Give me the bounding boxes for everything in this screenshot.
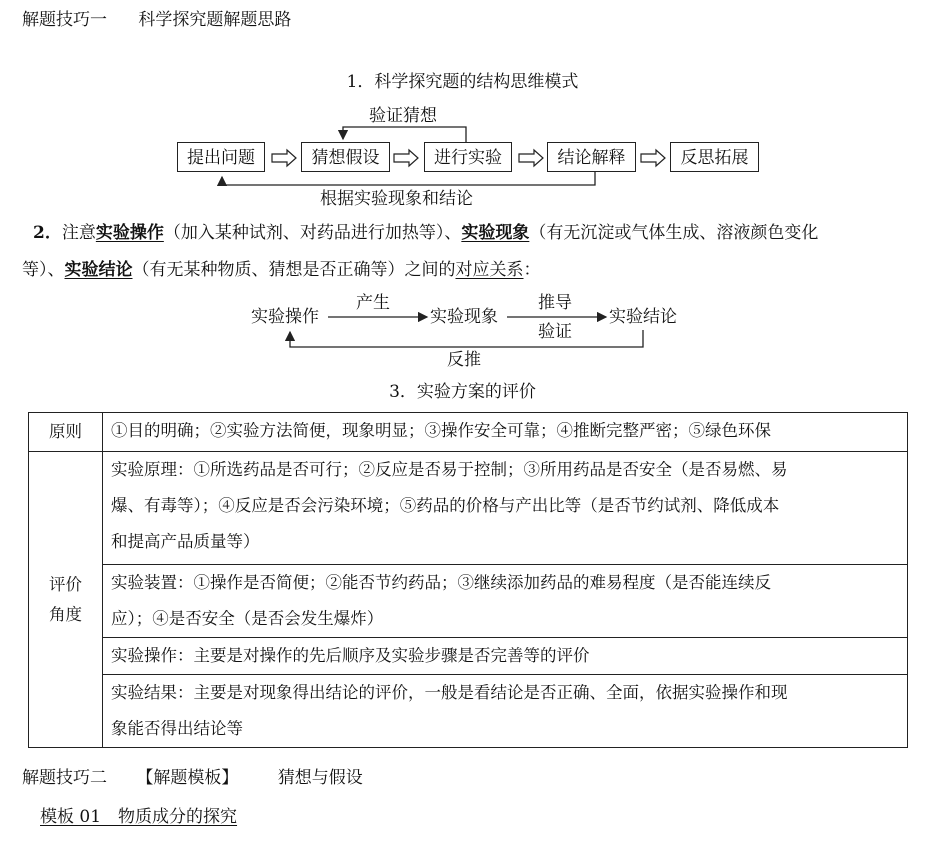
table-row [29, 565, 908, 638]
step-experiment: 进行实验 [424, 142, 512, 172]
evaluation-table [28, 412, 908, 748]
skill-number: 解题技巧一 [22, 10, 107, 30]
section2-text-c: （有无沉淀或气体生成、溶液颜色变化 [529, 223, 819, 243]
term-phenomenon: 实验现象 [461, 223, 530, 243]
table-row [29, 413, 908, 452]
step-hypothesis: 猜想假设 [301, 142, 390, 172]
operation-row-cell [103, 638, 908, 675]
section2-text-f: ： [523, 260, 541, 280]
skill2-heading [22, 767, 363, 789]
skill2-number: 解题技巧二 [22, 768, 107, 788]
principle-row-line: 爆、有毒等）；④反应是否会污染环境；⑤药品的价格与产出比等（是否节约试剂、降低成本 [111, 496, 780, 515]
diagram-conclusion: 实验结论 [609, 307, 677, 327]
diagram-phenomenon: 实验现象 [430, 307, 498, 327]
feedback-loop-arrow [222, 172, 595, 185]
eval-label-line2: 角度 [49, 604, 82, 624]
term-relation: 对应关系 [455, 260, 524, 280]
verify-label: 验证猜想 [369, 106, 437, 126]
result-row-line: 实验结果：主要是对现象得出结论的评价，一般是看结论是否正确、全面，依据实验操作和现 [111, 683, 788, 702]
section2-text-a: 注意 [61, 223, 96, 243]
apparatus-row-line: 实验装置：①操作是否简便；②能否节约药品；③继续添加药品的难易程度（是否能连续反 [111, 573, 771, 592]
feedback-label: 根据实验现象和结论 [320, 189, 473, 209]
label-verify: 验证 [538, 322, 572, 342]
table-row [29, 452, 908, 565]
operation-row-line: 实验操作：主要是对操作的先后顺序及实验步骤是否完善等的评价 [111, 646, 590, 665]
flow-arrow-1 [272, 150, 296, 166]
section2-number: 2． [33, 223, 62, 243]
section3-title: 3．实验方案的评价 [389, 382, 536, 402]
step-ask-question: 提出问题 [177, 142, 265, 172]
label-produce: 产生 [356, 293, 390, 313]
label-infer: 推导 [538, 293, 572, 313]
eval-label-line1: 评价 [49, 574, 82, 594]
principle-cell [103, 413, 908, 452]
apparatus-row-cell [103, 565, 908, 638]
flow-arrow-3 [519, 150, 543, 166]
label-reverse: 反推 [447, 350, 481, 370]
section2-line2 [22, 259, 541, 281]
principle-row-line: 和提高产品质量等） [111, 532, 260, 551]
section2-line1 [33, 222, 818, 244]
flow-arrow-4 [641, 150, 665, 166]
section2-text-e: （有无某种物质、猜想是否正确等）之间的 [132, 260, 456, 280]
principle-row-cell [103, 452, 908, 565]
template-title: 模板 01 物质成分的探究 [40, 807, 238, 827]
skill2-title: 猜想与假设 [277, 768, 363, 788]
reverse-arrow [290, 330, 643, 347]
step-conclusion: 结论解释 [547, 142, 636, 172]
section2-text-b: （加入某种试剂、对药品进行加热等）、 [163, 223, 462, 243]
section2-text-d: 等）、 [22, 260, 65, 280]
skill-title: 科学探究题解题思路 [138, 10, 292, 30]
flow-arrow-2 [394, 150, 418, 166]
result-row-cell [103, 675, 908, 748]
result-row-line: 象能否得出结论等 [111, 719, 243, 738]
term-conclusion: 实验结论 [64, 260, 133, 280]
template-tag: 【解题模板】 [136, 768, 239, 788]
principle-row-line: 实验原理：①所选药品是否可行；②反应是否易于控制；③所用药品是否安全（是否易燃、易 [111, 460, 788, 479]
term-operation: 实验操作 [95, 223, 164, 243]
step-reflection: 反思拓展 [670, 142, 759, 172]
diagram-operation: 实验操作 [251, 307, 319, 327]
table-row [29, 675, 908, 748]
eval-angle-label [29, 452, 103, 748]
table-row [29, 638, 908, 675]
apparatus-row-line: 应）；④是否安全（是否会发生爆炸） [111, 609, 384, 628]
principle-text: ①目的明确；②实验方法简便，现象明显；③操作安全可靠；④推断完整严密；⑤绿色环保 [111, 421, 771, 440]
principle-label: 原则 [29, 413, 103, 452]
section1-title: 1．科学探究题的结构思维模式 [346, 72, 579, 92]
